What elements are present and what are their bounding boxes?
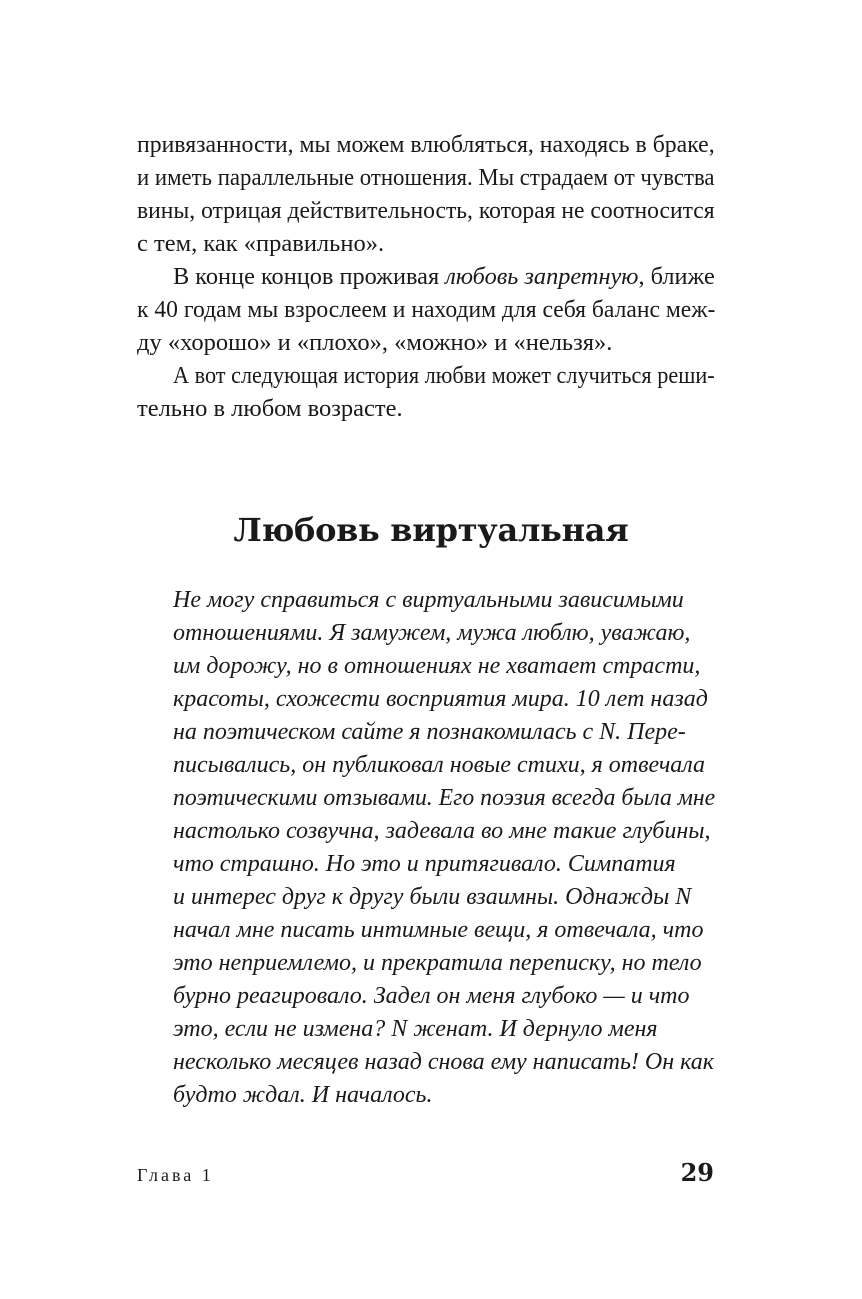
quote-line: начал мне писать интимные вещи, я отвечала, что	[173, 917, 704, 943]
quote-line: это, если не измена? N женат. И дернуло меня	[173, 1016, 658, 1042]
quote-line: что страшно. Но это и притягивало. Симпатия	[173, 851, 676, 877]
section-heading: Любовь виртуальная	[233, 511, 629, 549]
body-line: с тем, как «правильно».	[137, 230, 385, 257]
body-text-span: , ближе	[638, 263, 715, 290]
page-number: 29	[680, 1158, 714, 1187]
quote-line: отношениями. Я замужем, мужа люблю, уважаю,	[173, 620, 691, 646]
running-head: Глава 1	[137, 1165, 214, 1185]
quote-line: будто ждал. И началось.	[173, 1082, 433, 1108]
body-line: к 40 годам мы взрослеем и находим для себя баланс меж-	[137, 296, 716, 323]
quote-line: и интерес друг к другу были взаимны. Однажды N	[173, 884, 692, 910]
quote-line: бурно реагировало. Задел он меня глубоко — и что	[173, 983, 690, 1009]
quote-line: на поэтическом сайте я познакомилась с N. Пере-	[173, 719, 686, 745]
body-line: тельно в любом возрасте.	[137, 395, 403, 422]
body-line: ду «хорошо» и «плохо», «можно» и «нельзя».	[137, 329, 613, 356]
body-line: и иметь параллельные отношения. Мы страдаем от чувства	[137, 164, 715, 191]
body-line: А вот следующая история любви может случиться реши-	[173, 362, 715, 389]
quote-line: поэтическими отзывами. Его поэзия всегда была мне	[173, 785, 716, 811]
body-line: привязанности, мы можем влюбляться, находясь в браке,	[137, 131, 715, 158]
body-text-span: В конце концов проживая	[173, 263, 446, 290]
body-line-with-emphasis	[173, 262, 715, 292]
quote-line: несколько месяцев назад снова ему написать! Он как	[173, 1049, 714, 1075]
quote-line: красоты, схожести восприятия мира. 10 лет назад	[173, 686, 708, 712]
quote-line: настолько созвучна, задевала во мне такие глубины,	[173, 818, 711, 844]
quote-line: это неприемлемо, и прекратила переписку, но тело	[173, 950, 702, 976]
quote-line: Не могу справиться с виртуальными зависимыми	[173, 587, 684, 613]
quote-line: им дорожу, но в отношениях не хватает страсти,	[173, 653, 701, 679]
emphasis-text: любовь запретную	[445, 263, 639, 290]
quote-line: писывались, он публиковал новые стихи, я отвечала	[173, 752, 706, 778]
body-line: вины, отрицая действительность, которая не соотносится	[137, 197, 715, 224]
